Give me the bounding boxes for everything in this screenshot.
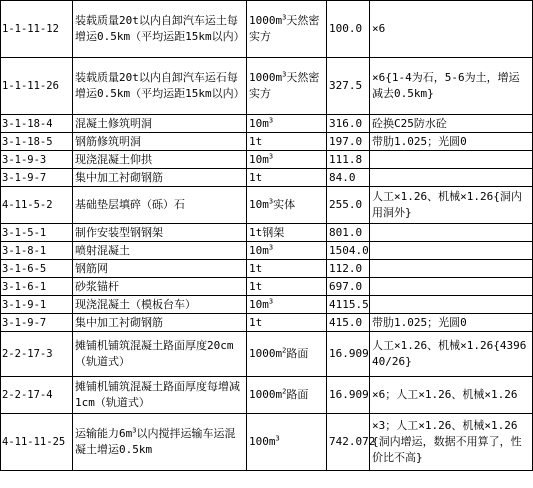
unit-exponent: 2	[282, 387, 287, 396]
unit-text: 100m	[249, 435, 276, 448]
table-row	[1, 115, 533, 133]
unit-exponent: 2	[282, 346, 287, 355]
unit-cell	[247, 115, 327, 133]
quantity-cell: 100.0	[327, 1, 370, 58]
quota-name-cell: 混凝土修筑明洞	[73, 115, 247, 133]
unit-cell	[247, 224, 327, 242]
quota-code-cell: 4-11-11-25	[1, 414, 73, 471]
table-row	[1, 414, 533, 471]
quota-code-cell: 3-1-18-5	[1, 133, 73, 151]
unit-exponent: 3	[275, 434, 280, 443]
unit-text: 1t	[249, 170, 263, 184]
quota-name-cell: 装载质量20t以内自卸汽车运土每增运0.5km（平均运距15km以内）	[73, 1, 247, 58]
name-text: 运输能力6m	[75, 427, 133, 440]
quota-code-cell: 3-1-9-7	[1, 314, 73, 332]
quota-code-cell: 1-1-11-12	[1, 1, 73, 58]
table-row	[1, 169, 533, 187]
quota-code-cell: 3-1-9-1	[1, 296, 73, 314]
unit-text: 10m	[249, 198, 269, 211]
note-cell: 砼换C25防水砼	[370, 115, 533, 133]
quota-code-cell: 3-1-5-1	[1, 224, 73, 242]
note-cell: ×3；人工×1.26、机械×1.26{洞内增运，数据不用算了，性价比不高}	[370, 414, 533, 471]
quota-name-cell: 现浇混凝土（模板台车）	[73, 296, 247, 314]
note-cell	[370, 278, 533, 296]
quota-name-cell: 摊铺机铺筑混凝土路面厚度20cm（轨道式）	[73, 332, 247, 377]
quota-name-cell: 摊铺机铺筑混凝土路面厚度每增减1cm（轨道式）	[73, 377, 247, 414]
quota-code-cell: 3-1-9-3	[1, 151, 73, 169]
table-row	[1, 151, 533, 169]
unit-cell	[247, 169, 327, 187]
table-row	[1, 314, 533, 332]
quota-code-cell: 3-1-6-1	[1, 278, 73, 296]
quantity-cell: 16.909	[327, 332, 370, 377]
note-cell	[370, 151, 533, 169]
quantity-cell: 415.0	[327, 314, 370, 332]
unit-text: 1t	[249, 315, 263, 329]
note-cell: 带肋1.025；光圆0	[370, 314, 533, 332]
quota-name-cell: 喷射混凝土	[73, 242, 247, 260]
quantity-cell: 84.0	[327, 169, 370, 187]
quantity-cell: 197.0	[327, 133, 370, 151]
table-row	[1, 58, 533, 115]
table-row	[1, 278, 533, 296]
unit-cell	[247, 414, 327, 471]
unit-cell	[247, 1, 327, 58]
unit-exponent: 3	[282, 70, 287, 79]
table-row	[1, 260, 533, 278]
unit-cell	[247, 296, 327, 314]
unit-text: 10m	[249, 152, 269, 166]
quantity-cell: 697.0	[327, 278, 370, 296]
table-row	[1, 332, 533, 377]
note-cell: ×6；人工×1.26、机械×1.26	[370, 377, 533, 414]
unit-text: 1t	[249, 134, 263, 148]
unit-cell	[247, 187, 327, 224]
quantity-cell: 801.0	[327, 224, 370, 242]
unit-exponent: 3	[268, 242, 274, 251]
unit-cell	[247, 332, 327, 377]
unit-cell	[247, 58, 327, 115]
unit-cell	[247, 377, 327, 414]
table-row	[1, 187, 533, 224]
unit-cell	[247, 242, 327, 260]
note-cell	[370, 169, 533, 187]
unit-suffix: 路面	[286, 347, 309, 360]
quota-name-cell: 砂浆锚杆	[73, 278, 247, 296]
quantity-cell: 16.909	[327, 377, 370, 414]
note-cell	[370, 242, 533, 260]
quota-code-cell: 2-2-17-3	[1, 332, 73, 377]
unit-text: 1t	[249, 261, 263, 275]
unit-cell	[247, 278, 327, 296]
table-row	[1, 377, 533, 414]
name-suffix: 以内搅拌运输车运混凝土增运0.5km	[75, 427, 236, 456]
unit-text: 10m	[249, 243, 269, 257]
note-cell	[370, 296, 533, 314]
unit-text: 1000m	[249, 388, 283, 401]
quota-name-cell: 集中加工衬砌钢筋	[73, 169, 247, 187]
unit-text: 10m	[249, 116, 269, 130]
quantity-cell: 1504.0	[327, 242, 370, 260]
quota-name-cell: 钢筋修筑明洞	[73, 133, 247, 151]
unit-exponent: 3	[282, 13, 287, 22]
unit-suffix: 天然密实方	[249, 14, 320, 43]
unit-text: 1t	[249, 279, 263, 293]
quantity-cell: 4115.5	[327, 296, 370, 314]
unit-suffix: 天然密实方	[249, 71, 320, 100]
quota-name-cell	[73, 414, 247, 471]
quantity-cell: 111.8	[327, 151, 370, 169]
quantity-cell: 255.0	[327, 187, 370, 224]
quota-name-cell: 装载质量20t以内自卸汽车运石每增运0.5km（平均运距15km以内）	[73, 58, 247, 115]
quota-name-cell: 现浇混凝土仰拱	[73, 151, 247, 169]
quota-code-cell: 3-1-6-5	[1, 260, 73, 278]
table-row	[1, 1, 533, 58]
quota-code-cell: 3-1-9-7	[1, 169, 73, 187]
unit-exponent: 3	[268, 151, 274, 160]
note-cell: 人工×1.26、机械×1.26{洞内用洞外}	[370, 187, 533, 224]
quota-code-cell: 3-1-8-1	[1, 242, 73, 260]
note-cell: 带肋1.025；光圆0	[370, 133, 533, 151]
unit-exponent: 3	[268, 197, 274, 206]
table-row	[1, 133, 533, 151]
unit-cell	[247, 314, 327, 332]
unit-text: 1000m	[249, 71, 283, 84]
quota-code-cell: 4-11-5-2	[1, 187, 73, 224]
note-cell: ×6	[370, 1, 533, 58]
table-row	[1, 296, 533, 314]
unit-cell	[247, 133, 327, 151]
unit-suffix: 路面	[286, 388, 309, 401]
unit-cell	[247, 151, 327, 169]
quantity-cell: 742.072	[327, 414, 370, 471]
quantity-cell: 112.0	[327, 260, 370, 278]
table-row	[1, 242, 533, 260]
quota-code-cell: 1-1-11-26	[1, 58, 73, 115]
quantity-cell: 327.5	[327, 58, 370, 115]
unit-text: 10m	[249, 297, 269, 311]
quota-code-cell: 3-1-18-4	[1, 115, 73, 133]
unit-cell	[247, 260, 327, 278]
name-exponent: 3	[132, 426, 137, 435]
note-cell	[370, 260, 533, 278]
quota-name-cell: 集中加工衬砌钢筋	[73, 314, 247, 332]
table-row	[1, 224, 533, 242]
quota-name-cell: 钢筋网	[73, 260, 247, 278]
note-cell	[370, 224, 533, 242]
unit-text: 1000m	[249, 347, 283, 360]
unit-exponent: 3	[268, 296, 274, 305]
unit-suffix: 实体	[273, 198, 296, 211]
note-cell: ×6{1-4为石，5-6为土，增运减去0.5km}	[370, 58, 533, 115]
note-cell: 人工×1.26、机械×1.26{439640/26}	[370, 332, 533, 377]
unit-text: 1t钢架	[249, 225, 285, 239]
quantity-cell: 316.0	[327, 115, 370, 133]
unit-exponent: 3	[268, 115, 274, 124]
unit-text: 1000m	[249, 14, 283, 27]
quota-code-cell: 2-2-17-4	[1, 377, 73, 414]
quota-name-cell: 制作安装型钢钢架	[73, 224, 247, 242]
quota-name-cell: 基础垫层填碎（砾）石	[73, 187, 247, 224]
